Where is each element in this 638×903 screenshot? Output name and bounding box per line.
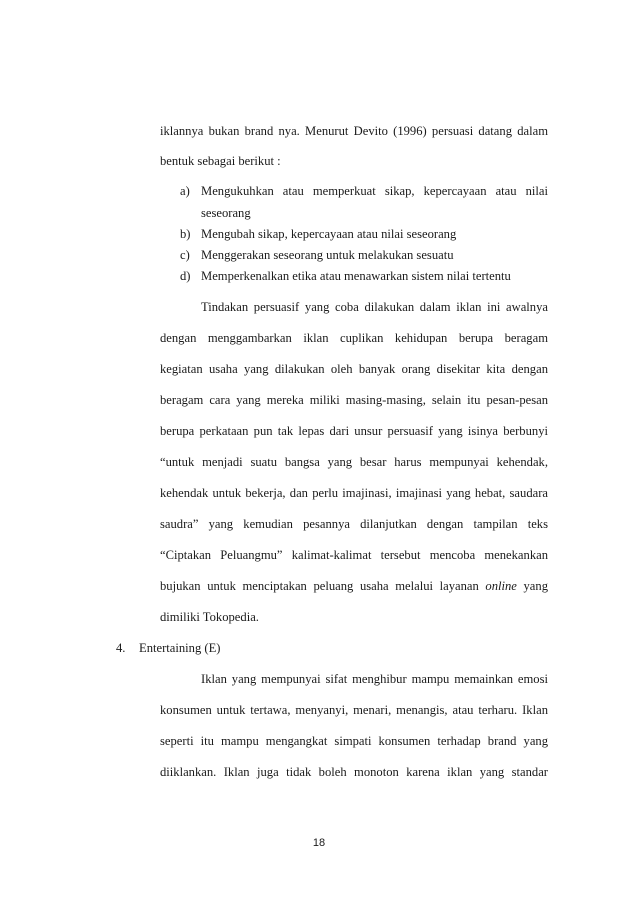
body-line: “Ciptakan Peluangmu” kalimat-kalimat tersebut mencoba menekankan: [160, 548, 548, 562]
body-line: berupa perkataan pun tak lepas dari unsur persuasif yang isinya berbunyi: [160, 424, 548, 438]
page-number: 18: [312, 837, 326, 849]
body-text: bujukan untuk menciptakan peluang usaha melalui layanan: [160, 579, 486, 593]
body-line: bentuk sebagai berikut :: [160, 154, 281, 168]
body-line: dengan menggambarkan iklan cuplikan kehidupan berupa beragam: [160, 331, 548, 345]
section-heading: Entertaining (E): [139, 641, 221, 655]
list-item-text-continued: seseorang: [201, 206, 251, 220]
body-line: “untuk menjadi suatu bangsa yang besar harus mempunyai kehendak,: [160, 455, 548, 469]
list-item-text: Mengubah sikap, kepercayaan atau nilai seseorang: [201, 227, 457, 241]
list-marker: c): [180, 248, 190, 262]
list-item-text: Memperkenalkan etika atau menawarkan sistem nilai tertentu: [201, 269, 511, 283]
body-line: kehendak untuk bekerja, dan perlu imajinasi, imajinasi yang hebat, saudara: [160, 486, 548, 500]
list-marker: a): [180, 184, 190, 198]
body-line: [160, 578, 548, 594]
list-marker: d): [180, 269, 191, 283]
body-line: seperti itu mampu mengangkat simpati konsumen terhadap brand yang: [160, 734, 548, 748]
list-item-text: Mengukuhkan atau memperkuat sikap, kepercayaan atau nilai: [201, 184, 548, 198]
paragraph-first-line: Tindakan persuasif yang coba dilakukan dalam iklan ini awalnya: [201, 300, 548, 314]
body-line: beragam cara yang mereka miliki masing-masing, selain itu pesan-pesan: [160, 393, 548, 407]
body-text: yang: [516, 579, 548, 593]
list-marker: b): [180, 227, 191, 241]
body-line: saudra” yang kemudian pesannya dilanjutkan dengan tampilan teks: [160, 517, 548, 531]
section-number: 4.: [116, 641, 126, 655]
body-line: konsumen untuk tertawa, menyanyi, menari, menangis, atau terharu. Iklan: [160, 703, 548, 717]
body-line: diiklankan. Iklan juga tidak boleh monoton karena iklan yang standar: [160, 765, 548, 779]
paragraph-first-line: Iklan yang mempunyai sifat menghibur mampu memainkan emosi: [201, 672, 548, 686]
italic-term: online: [485, 579, 517, 593]
body-line: iklannya bukan brand nya. Menurut Devito (1996) persuasi datang dalam: [160, 124, 548, 138]
body-line: dimiliki Tokopedia.: [160, 610, 259, 624]
list-item-text: Menggerakan seseorang untuk melakukan sesuatu: [201, 248, 454, 262]
body-line: kegiatan usaha yang dilakukan oleh banyak orang disekitar kita dengan: [160, 362, 548, 376]
